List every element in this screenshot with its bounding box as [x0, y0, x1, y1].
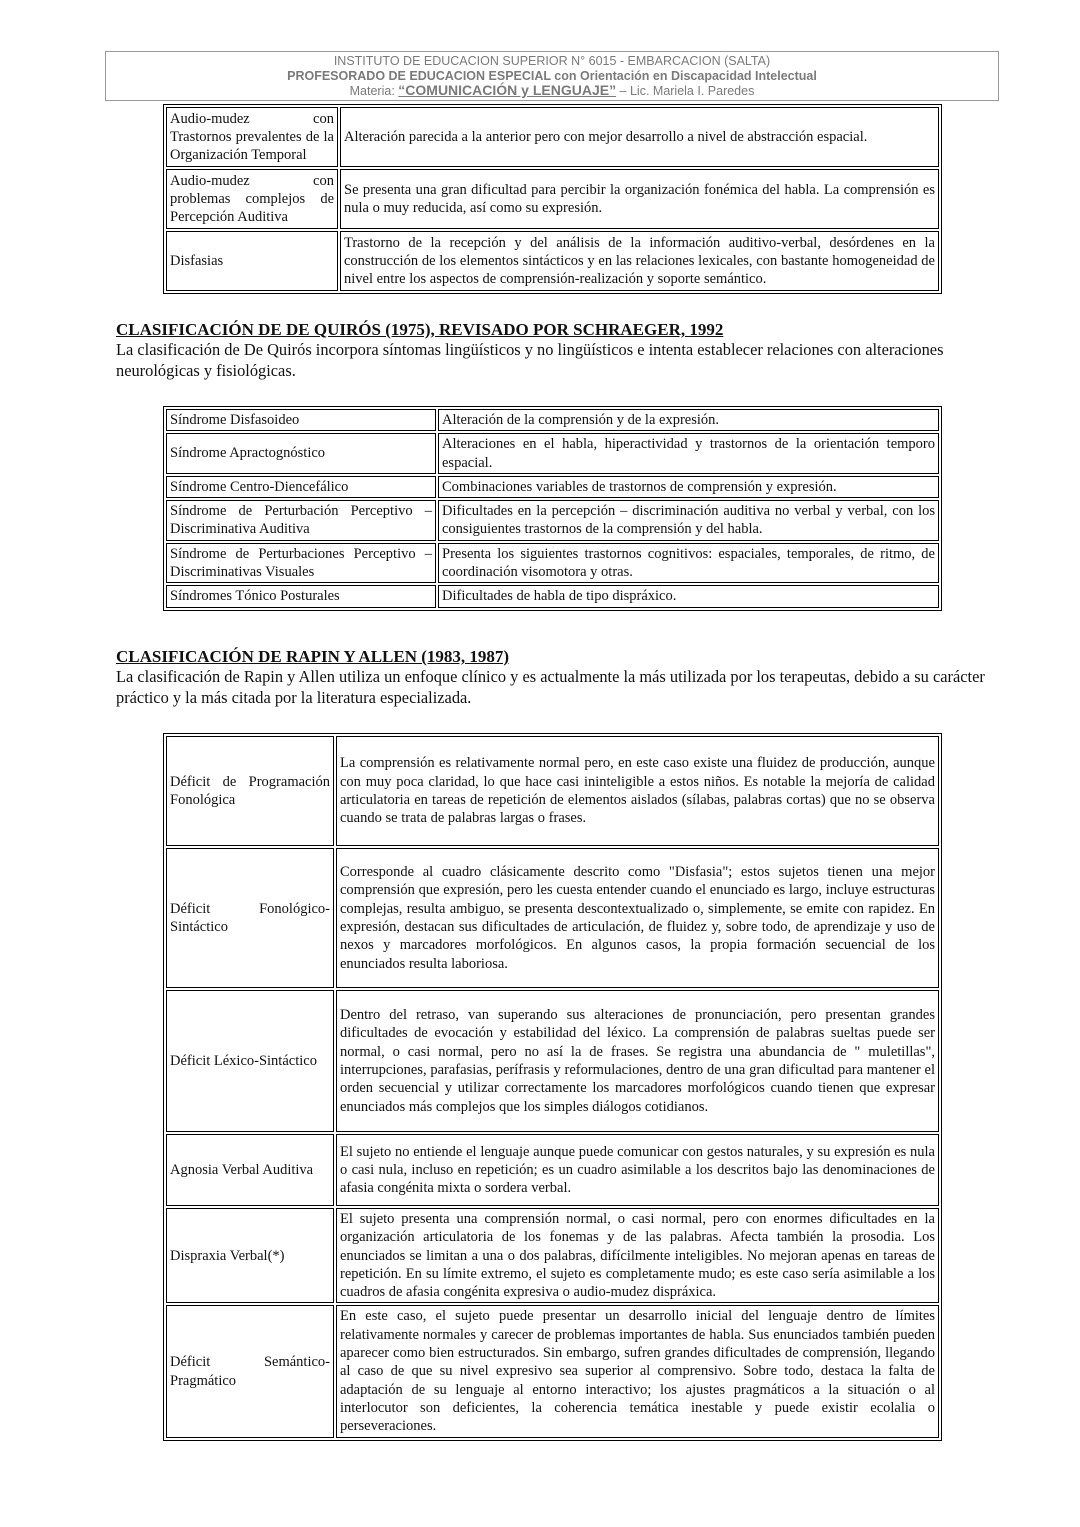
table-row	[166, 433, 939, 474]
quiros-classification-table	[163, 406, 942, 611]
table-row	[166, 1305, 939, 1437]
row-description: Dentro del retraso, van superando sus alteraciones de pronunciación, pero presentan grandes dificultades de evocación y estabilidad del léxico. La comprensión de palabras sueltas puede ser normal, o casi normal, pero no así la de frases. Se registra una abundancia de " muletillas", interrupciones, parafasias, perífrasis y reformulaciones, dentro de una gran dificultad para mantener el orden secuencial y utilizar correctamente los marcadores morfológicos cuando tienen que expresar enunciados más complejos que los simples diálogos cotidianos.	[336, 990, 939, 1132]
document-header	[105, 51, 999, 101]
row-description: Alteraciones en el habla, hiperactividad y trastornos de la orientación temporo espacial.	[438, 433, 939, 474]
row-label: Audio-mudez con problemas complejos de Percepción Auditiva	[166, 169, 338, 229]
table-row	[166, 409, 939, 431]
row-label: Agnosia Verbal Auditiva	[166, 1134, 334, 1206]
header-subject: “COMUNICACIÓN y LENGUAJE”	[398, 82, 617, 98]
row-label: Síndrome Apractognóstico	[166, 433, 436, 474]
section-intro: La clasificación de Rapin y Allen utiliza un enfoque clínico y es actualmente la más utilizada por los terapeutas, debido a su carácter práctico y la más citada por la literatura especializada.	[116, 667, 985, 707]
classification-table-continued	[163, 104, 942, 294]
header-subject-line	[106, 83, 998, 99]
row-description: Dificultades en la percepción – discriminación auditiva no verbal y verbal, con los consiguientes trastornos de la comprensión y del habla.	[438, 500, 939, 541]
row-description: Corresponde al cuadro clásicamente descrito como "Disfasia"; estos sujetos tienen una mejor comprensión que expresión, pero les cuesta entender cuando el enunciado es largo, incluye estructuras complejas, resulta ambiguo, se presenta descontextualizado o, simplemente, se emite con rapidez. En expresión, destacan sus dificultades de articulación, de fluidez y, sobre todo, de aprendizaje y uso de nexos y marcadores morfológicos. En algunos casos, la propia formación secuencial de los enunciados resulta laboriosa.	[336, 848, 939, 988]
row-description: El sujeto presenta una comprensión normal, o casi normal, pero con enormes dificultades en la organización articulatoria de los fonemas y de las palabras. Afecta también la prosodia. Los enunciados se limitan a una o dos palabras, difícilmente inteligibles. No mejoran apenas en tareas de repetición. En su límite extremo, el sujeto es completamente mudo; es este caso sería asimilable a los cuadros de afasia congénita expresiva o audio-mudez dispráxica.	[336, 1208, 939, 1303]
table-row	[166, 107, 939, 167]
table-row	[166, 736, 939, 846]
row-description: Se presenta una gran dificultad para percibir la organización fonémica del habla. La comprensión es nula o muy reducida, así como su expresión.	[340, 169, 939, 229]
row-description: Dificultades de habla de tipo dispráxico.	[438, 585, 939, 607]
rapin-allen-classification-table	[163, 733, 942, 1441]
row-description: La comprensión es relativamente normal pero, en este caso existe una fluidez de producción, aunque con muy poca claridad, lo que hace casi ininteligible a estos niños. Es notable la mejoría de calidad articulatoria en tareas de repetición de elementos aislados (sílabas, palabras cortas) que no se observa cuando se trata de palabras largas o frases.	[336, 736, 939, 846]
row-description: El sujeto no entiende el lenguaje aunque puede comunicar con gestos naturales, y su expresión es nula o casi nula, incluso en repetición; es un cuadro asimilable a los descritos bajo las denominaciones de afasia congénita mixta o sordera verbal.	[336, 1134, 939, 1206]
row-label: Déficit Léxico-Sintáctico	[166, 990, 334, 1132]
table-row	[166, 1134, 939, 1206]
section-title: CLASIFICACIÓN DE RAPIN Y ALLEN (1983, 1987)	[116, 647, 510, 666]
table-row	[166, 169, 939, 229]
row-label: Síndrome Disfasoideo	[166, 409, 436, 431]
row-label: Síndrome Centro-Diencefálico	[166, 476, 436, 498]
row-label: Síndrome de Perturbaciones Perceptivo – Discriminativas Visuales	[166, 543, 436, 584]
section-title: CLASIFICACIÓN DE DE QUIRÓS (1975), REVISADO POR SCHRAEGER, 1992	[116, 320, 724, 339]
table-row	[166, 1208, 939, 1303]
row-label: Dispraxia Verbal(*)	[166, 1208, 334, 1303]
row-label: Déficit Fonológico-Sintáctico	[166, 848, 334, 988]
table-row	[166, 231, 939, 291]
row-label: Déficit Semántico-Pragmático	[166, 1305, 334, 1437]
section-rapin-allen	[116, 647, 996, 708]
header-institution: INSTITUTO DE EDUCACION SUPERIOR N° 6015 - EMBARCACION (SALTA)	[333, 54, 771, 68]
row-label: Síndromes Tónico Posturales	[166, 585, 436, 607]
table-row	[166, 848, 939, 988]
table-row	[166, 500, 939, 541]
row-label: Disfasias	[166, 231, 338, 291]
row-description: En este caso, el sujeto puede presentar un desarrollo inicial del lenguaje dentro de límites relativamente normales y carecer de problemas importantes de habla. Sus enunciados también pueden aparecer como bien estructurados. Sin embargo, sufren grandes dificultades de comprensión, llegando al caso de que su nivel expresivo sea superior al comprensivo. Sobre todo, destaca la falta de adaptación de su lenguaje al entorno interactivo; los ajustes pragmáticos a la situación o al interlocutor son deficientes, la coherencia temática inestable y puede existir ecolalia o perseveraciones.	[336, 1305, 939, 1437]
row-label: Déficit de Programación Fonológica	[166, 736, 334, 846]
table-row	[166, 585, 939, 607]
section-quiros	[116, 320, 996, 381]
header-subject-prefix: Materia:	[349, 84, 399, 98]
table-row	[166, 476, 939, 498]
header-program: PROFESORADO DE EDUCACION ESPECIAL con Orientación en Discapacidad Intelectual	[287, 68, 817, 83]
row-description: Combinaciones variables de trastornos de comprensión y expresión.	[438, 476, 939, 498]
row-label: Síndrome de Perturbación Perceptivo – Discriminativa Auditiva	[166, 500, 436, 541]
row-description: Alteración parecida a la anterior pero con mejor desarrollo a nivel de abstracción espacial.	[340, 107, 939, 167]
section-intro: La clasificación de De Quirós incorpora síntomas lingüísticos y no lingüísticos e intenta establecer relaciones con alteraciones neurológicas y fisiológicas.	[116, 340, 944, 380]
table-row	[166, 543, 939, 584]
row-description: Presenta los siguientes trastornos cognitivos: espaciales, temporales, de ritmo, de coordinación visomotora y otras.	[438, 543, 939, 584]
row-description: Trastorno de la recepción y del análisis de la información auditivo-verbal, desórdenes en la construcción de los elementos sintácticos y en las relaciones lexicales, con bastante homogeneidad de nivel entre los aspectos de comprensión-realización y soporte semántico.	[340, 231, 939, 291]
header-subject-teacher: – Lic. Mariela I. Paredes	[616, 84, 755, 98]
row-description: Alteración de la comprensión y de la expresión.	[438, 409, 939, 431]
table-row	[166, 990, 939, 1132]
row-label: Audio-mudez con Trastornos prevalentes de la Organización Temporal	[166, 107, 338, 167]
